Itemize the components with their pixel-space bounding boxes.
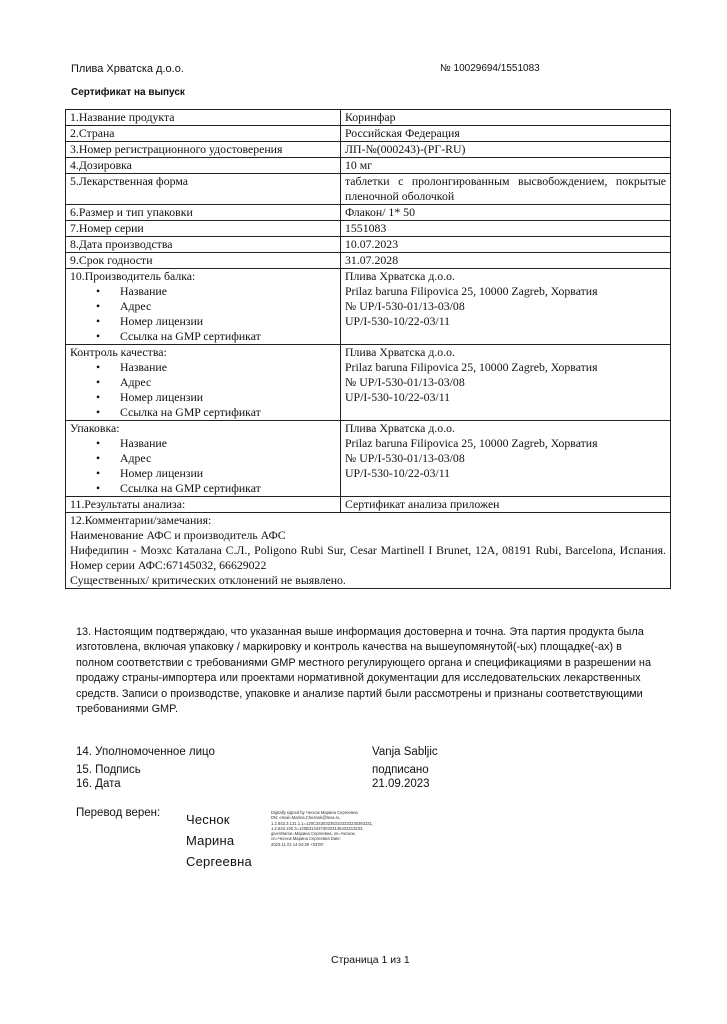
row-value: Коринфар (341, 110, 671, 126)
bullet-list (70, 360, 336, 420)
row-label: 2.Страна (66, 126, 341, 142)
row-label: 3.Номер регистрационного удостоверения (66, 142, 341, 158)
table-row (66, 126, 671, 142)
value-line: № UP/I-530-01/13-03/08 (345, 299, 465, 313)
row-value: 1551083 (341, 221, 671, 237)
value-line: Плива Хрватска д.о.о. (345, 421, 456, 435)
value-line: № UP/I-530-01/13-03/08 (345, 451, 465, 465)
manufacturer-section (66, 269, 671, 345)
row-value: таблетки с пролонгированным высвобождением, покрытые пленочной оболочкой (341, 174, 671, 205)
list-item: • Адрес (96, 299, 336, 314)
authorized-person-label: 14. Уполномоченное лицо (76, 746, 215, 758)
value-line: № UP/I-530-01/13-03/08 (345, 375, 465, 389)
table-row (66, 221, 671, 237)
comments-line: Существенных/ критических отклонений не выявлено. (70, 573, 346, 587)
row-label: 8.Дата производства (66, 237, 341, 253)
list-item: • Адрес (96, 375, 336, 390)
row-value: ЛП-№(000243)-(РГ-RU) (341, 142, 671, 158)
table-row (66, 253, 671, 269)
row-label: 7.Номер серии (66, 221, 341, 237)
section-labels (66, 269, 341, 345)
date-value: 21.09.2023 (372, 778, 430, 790)
row-label: 1.Название продукта (66, 110, 341, 126)
list-item: • Номер лицензии (96, 466, 336, 481)
section-values (341, 269, 671, 345)
signature-value: подписано (372, 764, 429, 776)
bullet-list (70, 284, 336, 344)
section-values (341, 345, 671, 421)
confirmation-paragraph: 13. Настоящим подтверждаю, что указанная выше информация достоверна и точна. Эта партия продукта была изготовлена, включая упаковку / маркировку и контроль качества на вышеупомянутой(-ых) площадке(-ах) в полном соответствии с требованиями GMP местного регулирующего органа и спецификациями в разрешении на продажу страны-импортера или проектами нормативной документации для исследовательских лекарственных средств. Записи о производстве, упаковке и анализе партий были рассмотрены и признаны соответствующими требованиями GMP. (76, 626, 651, 716)
value-line: Плива Хрватска д.о.о. (345, 269, 456, 283)
page-number: Страница 1 из 1 (331, 954, 410, 966)
comments-line: Нифедипин - Моэхс Каталана С.Л., Poligono Rubi Sur, Cesar Martinell I Brunet, 12A, 08191 Rubi, Barcelona, Испания. Номер серии АФС:67145032, 66629022 (70, 543, 666, 572)
table-row (66, 497, 671, 513)
section-title: Контроль качества: (70, 345, 167, 359)
row-label: 11.Результаты анализа: (66, 497, 341, 513)
list-item: • Номер лицензии (96, 314, 336, 329)
list-item: • Адрес (96, 451, 336, 466)
row-value: Флакон/ 1* 50 (341, 205, 671, 221)
section-labels (66, 421, 341, 497)
date-label: 16. Дата (76, 778, 121, 790)
row-value: 31.07.2028 (341, 253, 671, 269)
translator-name-line: Чеснок (186, 812, 230, 827)
section-title: Упаковка: (70, 421, 120, 435)
digital-signature-block: Digitally signed by Чеснок Марина Сергеевна DN: email=Marina.Chesnok@teva.ru, 1.2.643.3.131.1.1=120C343032353103333235393331, 1.2.643.100.3=120B31343730323135433313232, givenName=Марина Сергеевна, sn=Чеснок, cn=Чеснок Марина Сергеевна Date: 2023.11.01 14:04:29 +03'00' (271, 810, 374, 847)
value-line: UP/I-530-10/22-03/11 (345, 390, 451, 404)
certificate-table (65, 109, 671, 589)
list-item: • Ссылка на GMP сертификат (96, 405, 336, 420)
list-item: • Название (96, 360, 336, 375)
row-value: Сертификат анализа приложен (341, 497, 671, 513)
company-name: Плива Хрватска д.о.о. (71, 63, 184, 75)
row-value: 10.07.2023 (341, 237, 671, 253)
table-row (66, 110, 671, 126)
comments-title: 12.Комментарии/замечания: (70, 513, 212, 527)
row-label: 9.Срок годности (66, 253, 341, 269)
list-item: • Название (96, 284, 336, 299)
signature-label: 15. Подпись (76, 764, 141, 776)
value-line: UP/I-530-10/22-03/11 (345, 466, 451, 480)
row-label: 4.Дозировка (66, 158, 341, 174)
comments-line: Наименование АФС и производитель АФС (70, 528, 286, 542)
translator-name-line: Сергеевна (186, 854, 252, 869)
authorized-person-value: Vanja Sabljic (372, 746, 438, 758)
table-row (66, 174, 671, 205)
row-value: 10 мг (341, 158, 671, 174)
list-item: • Название (96, 436, 336, 451)
qc-section (66, 345, 671, 421)
section-values (341, 421, 671, 497)
row-label: 6.Размер и тип упаковки (66, 205, 341, 221)
document-title: Сертификат на выпуск (71, 87, 185, 98)
list-item: • Номер лицензии (96, 390, 336, 405)
value-line: Prilaz baruna Filipovica 25, 10000 Zagreb, Хорватия (345, 436, 598, 450)
value-line: Prilaz baruna Filipovica 25, 10000 Zagreb, Хорватия (345, 360, 598, 374)
table-row (66, 205, 671, 221)
section-labels (66, 345, 341, 421)
document-number: № 10029694/1551083 (440, 63, 540, 74)
value-line: Плива Хрватска д.о.о. (345, 345, 456, 359)
value-line: UP/I-530-10/22-03/11 (345, 314, 451, 328)
section-title: 10.Производитель балка: (70, 269, 196, 283)
comments-cell (66, 513, 671, 589)
row-value: Российская Федерация (341, 126, 671, 142)
translator-name-line: Марина (186, 833, 235, 848)
packaging-section (66, 421, 671, 497)
translation-label: Перевод верен: (76, 807, 161, 819)
table-row (66, 142, 671, 158)
table-row (66, 158, 671, 174)
value-line: Prilaz baruna Filipovica 25, 10000 Zagreb, Хорватия (345, 284, 598, 298)
bullet-list (70, 436, 336, 496)
list-item: • Ссылка на GMP сертификат (96, 481, 336, 496)
list-item: • Ссылка на GMP сертификат (96, 329, 336, 344)
row-label: 5.Лекарственная форма (66, 174, 341, 205)
table-row (66, 237, 671, 253)
comments-section (66, 513, 671, 589)
